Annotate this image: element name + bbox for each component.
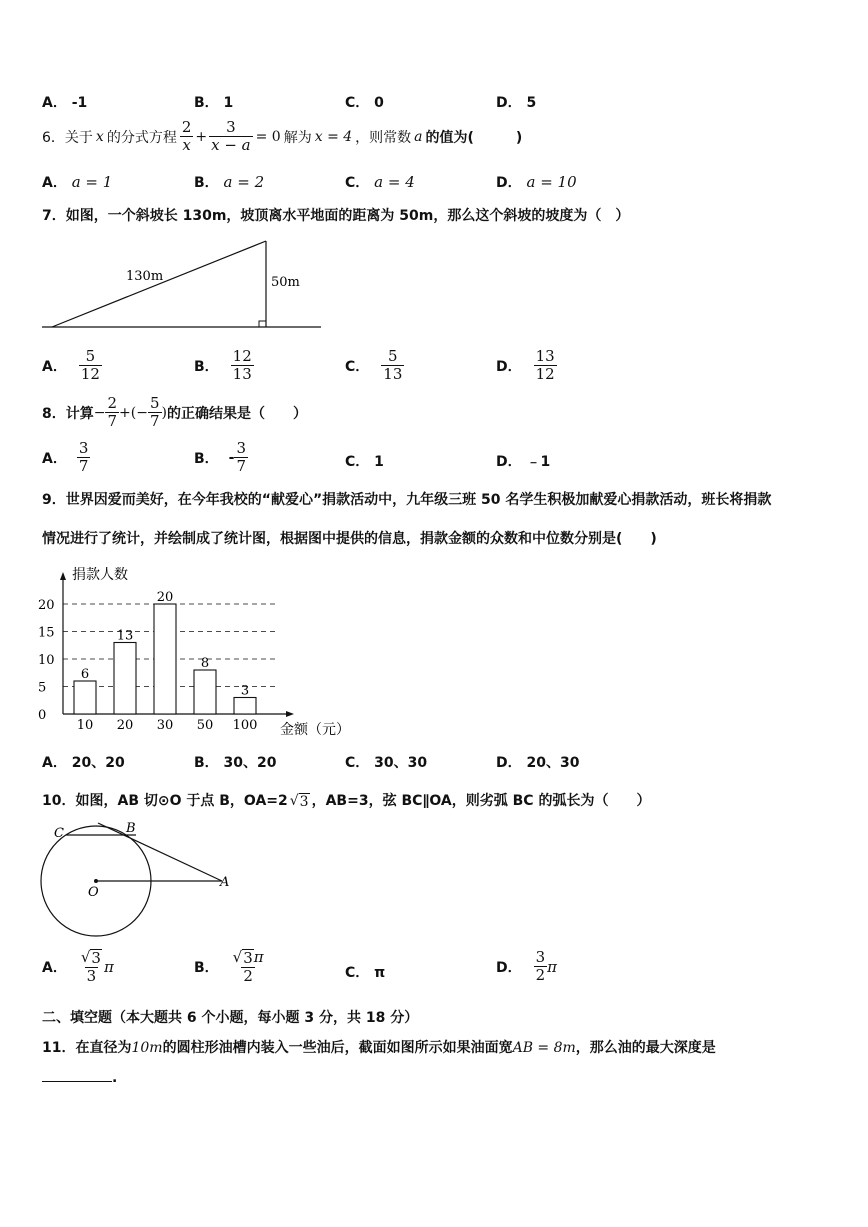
slope-length-label: 130m	[126, 269, 164, 284]
chart-y-tick-label: 10	[38, 653, 55, 668]
q7-option-a: A． $\frac{5}{12}$	[42, 347, 100, 383]
height-label: 50m	[271, 275, 300, 290]
chart-data-label: 6	[80, 667, 90, 682]
q5-option-a: A． -1	[42, 95, 88, 111]
q8-option-a: A． $\frac{3}{7}$	[42, 439, 89, 475]
chart-x-axis-label: 金额（元）	[280, 722, 350, 738]
q8-stem: 8．计算 − $\frac{2}{7}$ +(− $\frac{5}{7}$ ) 的正确结果是（ ）	[42, 394, 307, 430]
section-2-title: 二、填空题（本大题共 6 个小题，每小题 3 分，共 18 分）	[42, 1010, 419, 1026]
label-o: O	[88, 885, 99, 900]
q6-option-c: C． a = 4	[345, 173, 415, 191]
q7-slope-figure	[38, 236, 328, 336]
q7-stem: 7．如图，一个斜坡长 130m，坡顶离水平地面的距离为 50m，那么这个斜坡的坡度为（ ）	[42, 208, 630, 224]
q9-option-b: B． 30、20	[194, 755, 277, 771]
chart-bar	[154, 604, 176, 714]
chart-x-tick-label: 30	[156, 718, 174, 733]
q6-option-d: D． a = 10	[496, 173, 577, 191]
q7-option-b: B． $\frac{12}{13}$	[194, 347, 252, 383]
chart-data-label: 20	[156, 590, 174, 605]
chart-x-tick-label: 20	[116, 718, 134, 733]
right-angle-mark	[259, 321, 266, 327]
q10-option-d: D． $\frac{3}{2}$ π	[496, 948, 558, 984]
chart-bar	[74, 681, 96, 714]
q10-option-c: C． π	[345, 965, 386, 981]
q6-stem: 6．关于 x 的分式方程 $\frac{2}{x}$ + $\frac{3}{x - a}$ = 0 解为 x = 4 ，则常数 a 的值为( )	[42, 118, 523, 154]
q11-stem: 11．在直径为10m的圆柱形油槽内装入一些油后，截面如图所示如果油面宽AB = 8m，那么油的最大深度是	[42, 1040, 716, 1056]
q7-option-c: C． $\frac{5}{13}$	[345, 347, 403, 383]
q6-fraction-2: $\frac{3}{x - a}$	[211, 118, 251, 154]
q10-stem: 10．如图，AB 切⊙O 于点 B，OA=2 √ 3 ，AB=3，弦 BC∥OA，则劣弧 BC 的弧长为（ ）	[42, 793, 651, 810]
q10-option-b: B． √ 3 π 2	[194, 948, 264, 985]
chart-x-tick-label: 50	[196, 718, 214, 733]
chart-y-axis-label: 捐款人数	[72, 567, 128, 583]
center-dot	[94, 879, 98, 883]
label-a: A	[220, 875, 230, 890]
tangent-ab	[98, 823, 222, 881]
slope-line	[52, 241, 266, 327]
chart-y-axis-arrow	[60, 572, 66, 580]
q6-option-a: A． a = 1	[42, 173, 113, 191]
q5-option-b: B． 1	[194, 95, 234, 111]
label-c: C	[54, 826, 64, 841]
q5-option-d: D． 5	[496, 95, 537, 111]
q8-option-d: D． ﹣1	[496, 454, 551, 470]
chart-y-tick-label: 15	[38, 625, 55, 641]
chart-y-tick-label: 20	[38, 598, 55, 613]
q6-option-b: B． a = 2	[194, 173, 265, 191]
q9-option-d: D． 20、30	[496, 755, 580, 771]
q8-option-b: B． - $\frac{3}{7}$	[194, 439, 247, 475]
q7-option-d: D． $\frac{13}{12}$	[496, 347, 555, 383]
q10-option-a: A． √ 3 3 π	[42, 948, 114, 985]
q10-circle-figure	[36, 818, 236, 948]
q5-option-c: C． 0	[345, 95, 384, 111]
q9-stem-line-1: 9．世界因爱而美好，在今年我校的“献爱心”捐款活动中，九年级三班 50 名学生积极加献爱心捐款活动，班长将捐款	[42, 492, 772, 508]
q6-fraction-1: $\frac{2}{x}$	[181, 118, 192, 154]
q9-bar-chart	[36, 562, 366, 742]
chart-y-tick-label: 5	[38, 680, 47, 696]
chart-data-label: 3	[240, 683, 250, 699]
label-b: B	[126, 821, 136, 836]
chart-data-label: 13	[116, 628, 134, 644]
chart-data-label: 8	[200, 656, 210, 671]
chart-x-tick-label: 10	[76, 718, 94, 733]
chart-x-tick-label: 100	[232, 718, 258, 733]
chart-bar	[194, 670, 216, 714]
q9-option-c: C． 30、30	[345, 755, 428, 771]
chart-x-axis-arrow	[286, 711, 294, 717]
q8-option-c: C． 1	[345, 454, 384, 470]
chart-bar	[114, 643, 136, 715]
q9-option-a: A． 20、20	[42, 755, 125, 771]
chart-y-tick-label: 0	[38, 708, 47, 723]
chart-bar	[234, 698, 256, 715]
q9-stem-line-2: 情况进行了统计，并绘制成了统计图，根据图中提供的信息，捐款金额的众数和中位数分别是( )	[42, 531, 657, 547]
q11-answer-blank[interactable]: .	[42, 1070, 117, 1086]
